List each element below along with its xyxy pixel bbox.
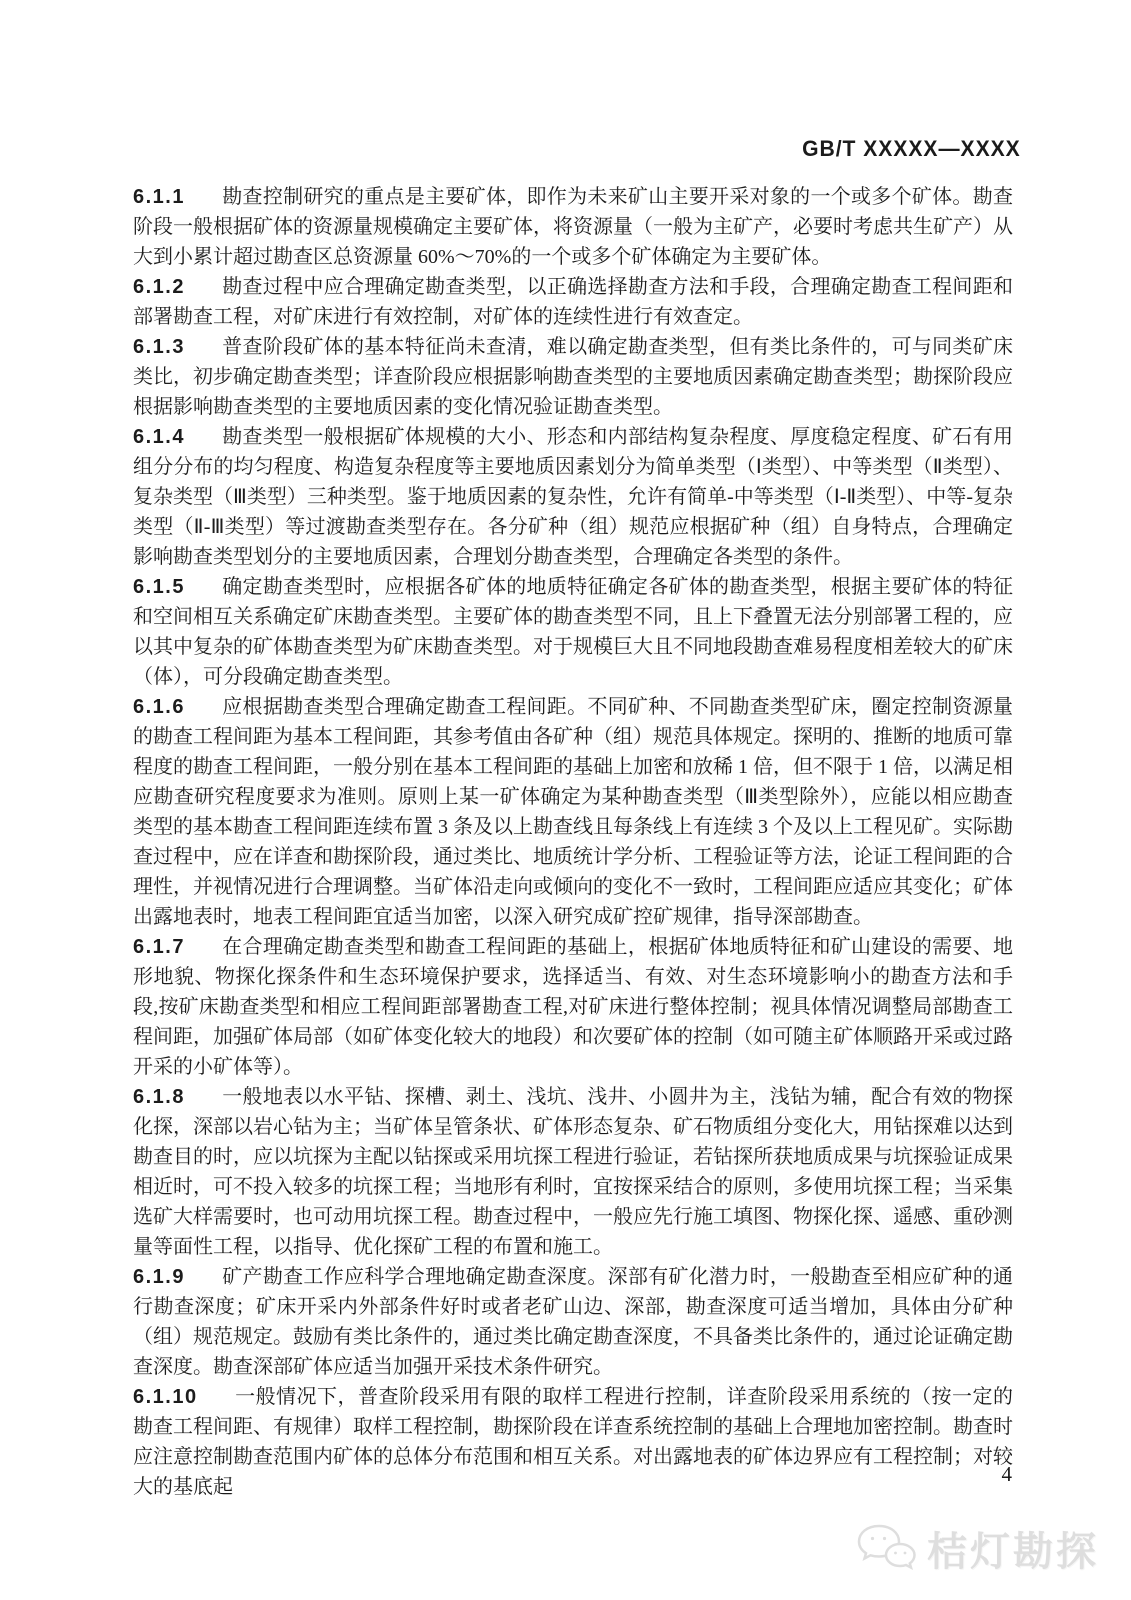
clause-6-1-2 bbox=[133, 272, 1013, 332]
clause-number: 6.1.9 bbox=[133, 1266, 185, 1288]
clause-6-1-1 bbox=[133, 182, 1013, 272]
clause-number: 6.1.1 bbox=[133, 186, 185, 208]
clause-number: 6.1.6 bbox=[133, 696, 185, 718]
clause-text: 确定勘查类型时，应根据各矿体的地质特征确定各矿体的勘查类型，根据主要矿体的特征和空间相互关系确定矿床勘查类型。主要矿体的勘查类型不同，且上下叠置无法分别部署工程的，应以其中复杂的矿体勘查类型为矿床勘查类型。对于规模巨大且不同地段勘查难易程度相差较大的矿床（体），可分段确定勘查类型。 bbox=[133, 576, 1013, 688]
clause-6-1-3 bbox=[133, 332, 1013, 422]
clause-number: 6.1.5 bbox=[133, 576, 185, 598]
clause-6-1-5 bbox=[133, 572, 1013, 692]
clause-6-1-10 bbox=[133, 1382, 1013, 1502]
clause-text: 一般地表以水平钻、探槽、剥土、浅坑、浅井、小圆井为主，浅钻为辅，配合有效的物探化探，深部以岩心钻为主；当矿体呈管条状、矿体形态复杂、矿石物质组分变化大，用钻探难以达到勘查目的时，应以坑探为主配以钻探或采用坑探工程进行验证，若钻探所获地质成果与坑探验证成果相近时，可不投入较多的坑探工程；当地形有利时，宜按探采结合的原则，多使用坑探工程；当采集选矿大样需要时，也可动用坑探工程。勘查过程中，一般应先行施工填图、物探化探、遥感、重砂测量等面性工程，以指导、优化探矿工程的布置和施工。 bbox=[133, 1086, 1013, 1258]
clause-number: 6.1.10 bbox=[133, 1386, 198, 1408]
clause-text: 勘查过程中应合理确定勘查类型，以正确选择勘查方法和手段，合理确定勘查工程间距和部署勘查工程，对矿床进行有效控制，对矿体的连续性进行有效查定。 bbox=[133, 276, 1013, 328]
watermark-text: 桔灯勘探 bbox=[927, 1529, 1099, 1574]
clause-text: 一般情况下，普查阶段采用有限的取样工程进行控制，详查阶段采用系统的（按一定的勘查工程间距、有规律）取样工程控制，勘探阶段在详查系统控制的基础上合理地加密控制。勘查时应注意控制勘查范围内矿体的总体分布范围和相互关系。对出露地表的矿体边界应有工程控制；对较大的基底起 bbox=[133, 1386, 1013, 1498]
clause-text: 普查阶段矿体的基本特征尚未查清，难以确定勘查类型，但有类比条件的，可与同类矿床类比，初步确定勘查类型；详查阶段应根据影响勘查类型的主要地质因素确定勘查类型；勘探阶段应根据影响勘查类型的主要地质因素的变化情况验证勘查类型。 bbox=[133, 336, 1013, 418]
clause-text: 勘查类型一般根据矿体规模的大小、形态和内部结构复杂程度、厚度稳定程度、矿石有用组分分布的均匀程度、构造复杂程度等主要地质因素划分为简单类型（Ⅰ类型）、中等类型（Ⅱ类型）、复杂类型（Ⅲ类型）三种类型。鉴于地质因素的复杂性，允许有简单-中等类型（Ⅰ-Ⅱ类型）、中等-复杂类型（Ⅱ-Ⅲ类型）等过渡勘查类型存在。各分矿种（组）规范应根据矿种（组）自身特点，合理确定影响勘查类型划分的主要地质因素，合理划分勘查类型，合理确定各类型的条件。 bbox=[133, 426, 1013, 568]
page-number: 4 bbox=[1001, 1462, 1012, 1486]
clause-number: 6.1.4 bbox=[133, 426, 185, 448]
clause-6-1-6 bbox=[133, 692, 1013, 932]
wechat-icon bbox=[855, 1523, 917, 1575]
clause-6-1-8 bbox=[133, 1082, 1013, 1262]
watermark bbox=[855, 1520, 1099, 1577]
clause-text: 勘查控制研究的重点是主要矿体，即作为未来矿山主要开采对象的一个或多个矿体。勘查阶段一般根据矿体的资源量规模确定主要矿体，将资源量（一般为主矿产，必要时考虑共生矿产）从大到小累计超过勘查区总资源量 60%～70%的一个或多个矿体确定为主要矿体。 bbox=[133, 186, 1013, 268]
clause-text: 应根据勘查类型合理确定勘查工程间距。不同矿种、不同勘查类型矿床，圈定控制资源量的勘查工程间距为基本工程间距，其参考值由各矿种（组）规范具体规定。探明的、推断的地质可靠程度的勘查工程间距，一般分别在基本工程间距的基础上加密和放稀 1 倍，但不限于 1 倍，以满足相应勘查研究程度要求为准则。原则上某一矿体确定为某种勘查类型（Ⅲ类型除外），应能以相应勘查类型的基本勘查工程间距连续布置 3 条及以上勘查线且每条线上有连续 3 个及以上工程见矿。实际勘查过程中，应在详查和勘探阶段，通过类比、地质统计学分析、工程验证等方法，论证工程间距的合理性，并视情况进行合理调整。当矿体沿走向或倾向的变化不一致时，工程间距应适应其变化；矿体出露地表时，地表工程间距宜适当加密，以深入研究成矿控矿规律，指导深部勘查。 bbox=[133, 696, 1013, 928]
clause-6-1-4 bbox=[133, 422, 1013, 572]
clause-text: 在合理确定勘查类型和勘查工程间距的基础上，根据矿体地质特征和矿山建设的需要、地形地貌、物探化探条件和生态环境保护要求，选择适当、有效、对生态环境影响小的勘查方法和手段,按矿床勘查类型和相应工程间距部署勘查工程,对矿床进行整体控制；视具体情况调整局部勘查工程间距，加强矿体局部（如矿体变化较大的地段）和次要矿体的控制（如可随主矿体顺路开采或过路开采的小矿体等）。 bbox=[133, 936, 1013, 1078]
standard-number-header: GB/T XXXXX—XXXX bbox=[802, 136, 1021, 161]
document-body bbox=[133, 182, 1013, 1502]
clause-text: 矿产勘查工作应科学合理地确定勘查深度。深部有矿化潜力时，一般勘查至相应矿种的通行勘查深度；矿床开采内外部条件好时或者老矿山边、深部，勘查深度可适当增加，具体由分矿种（组）规范规定。鼓励有类比条件的，通过类比确定勘查深度，不具备类比条件的，通过论证确定勘查深度。勘查深部矿体应适当加强开采技术条件研究。 bbox=[133, 1266, 1013, 1378]
clause-number: 6.1.3 bbox=[133, 336, 185, 358]
clause-6-1-9 bbox=[133, 1262, 1013, 1382]
clause-6-1-7 bbox=[133, 932, 1013, 1082]
clause-number: 6.1.7 bbox=[133, 936, 185, 958]
clause-number: 6.1.2 bbox=[133, 276, 185, 298]
clause-number: 6.1.8 bbox=[133, 1086, 185, 1108]
